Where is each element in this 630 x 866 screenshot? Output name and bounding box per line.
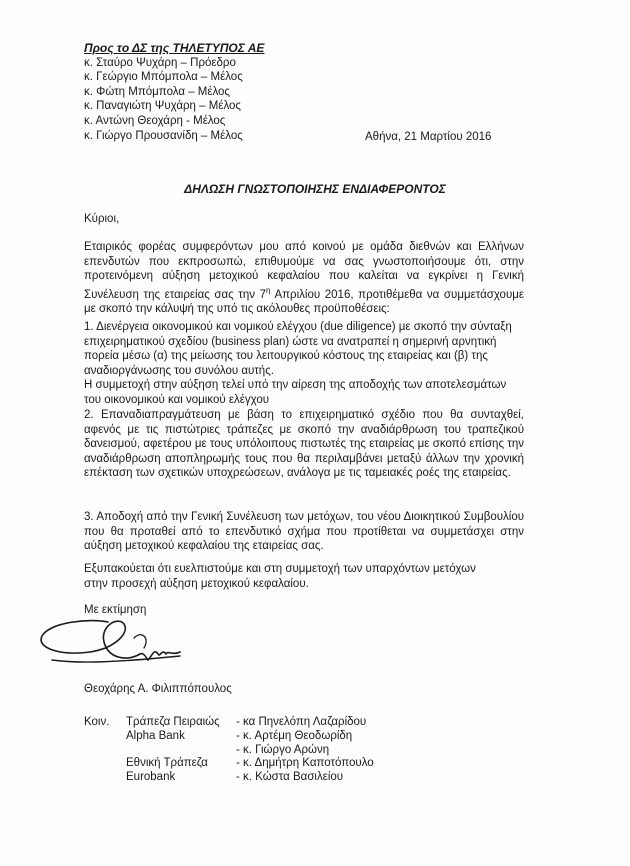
addressee-block bbox=[84, 41, 264, 143]
cc-bank: Alpha Bank bbox=[126, 729, 185, 742]
handwritten-signature bbox=[30, 608, 200, 678]
cc-person: - κ. Δημήτρη Καποτόπουλο bbox=[236, 757, 374, 770]
cc-bank bbox=[126, 744, 236, 758]
cc-person: - κ. Κώστα Βασιλείου bbox=[236, 771, 344, 784]
intro-text-part2: Απριλίου 2016, προτιθέμεθα να συμμετάσχουμε με σκοπό την κάλυψή της υπό τις ακόλουθες προϋποθέσεις: bbox=[84, 288, 524, 316]
regards: Με εκτίμηση bbox=[84, 604, 147, 616]
cc-person: - κ. Γιώργο Αρώνη bbox=[236, 743, 330, 756]
cc-block bbox=[84, 716, 374, 785]
cc-row bbox=[84, 771, 374, 785]
salutation: Κύριοι, bbox=[84, 213, 120, 225]
cc-row bbox=[84, 716, 374, 730]
addressee-member: κ. Φώτη Μπόμπολα – Μέλος bbox=[84, 85, 230, 98]
cc-label: Κοιν. bbox=[84, 716, 110, 728]
addressee-member: κ. Σταύρο Ψυχάρη – Πρόεδρο bbox=[84, 56, 236, 69]
cc-row bbox=[84, 730, 374, 744]
intro-paragraph bbox=[84, 240, 524, 317]
condition-2: 2. Επαναδιαπραγμάτευση με βάση το επιχειρηματικό σχέδιο που θα συνταχθεί, αφενός με τις πιστώτριες τράπεζες με σκοπό την αναδιάρθρωση του τραπεζικού δανεισμού, αφετέρου με τους υπόλοιπους πιστωτές της εταιρείας με σκοπό επίσης την αναδιάρθρωση αποπληρωμής τους που θα περιλαμβάνει μεταξύ άλλων την χρονική επέκταση των σχετικών υποχρεώσεων, ανάλογα με τις ταμειακές ροές της εταιρείας. bbox=[84, 409, 524, 480]
condition-3: 3. Αποδοχή από την Γενική Συνέλευση των μετόχων, του νέου Διοικητικού Συμβουλίου που θα προταθεί από το επενδυτικό σχήμα που προτίθεται να συμμετάσχει στην αύξηση μετοχικού κεφαλαίου της εταιρείας σας. bbox=[84, 511, 524, 553]
addressee-member: κ. Γιώργο Προυσανίδη – Μέλος bbox=[84, 129, 243, 142]
letter-subject: ΔΗΛΩΣΗ ΓΝΩΣΤΟΠΟΙΗΣΗΣ ΕΝΔΙΑΦΕΡΟΝΤΟΣ bbox=[184, 182, 446, 196]
condition-1-text: 1. Διενέργεια οικονομικού και νομικού ελέγχου (due diligence) με σκοπό την σύνταξη επιχειρηματικού σχεδίου (business plan) ώστε να ανατραπεί η σημερινή αρνητική πορεία μέσω (α) της μείωσης του λειτουργικού κόστους της εταιρείας και (β) της αναδιοργάνωσης του συνόλου αυτής. bbox=[84, 321, 512, 377]
cc-person: - κα Πηνελόπη Λαζαρίδου bbox=[236, 716, 367, 728]
cc-bank: Τράπεζα Πειραιώς bbox=[126, 716, 220, 728]
cc-person: - κ. Αρτέμη Θεοδωρίδη bbox=[236, 729, 353, 742]
addressee-title: Προς το ΔΣ της ΤΗΛΕΤΥΠΟΣ ΑΕ bbox=[84, 41, 265, 55]
cc-bank: Eurobank bbox=[126, 771, 176, 784]
cc-row bbox=[84, 757, 374, 771]
condition-1 bbox=[84, 320, 524, 408]
intro-sup: η bbox=[266, 285, 271, 295]
addressee-member: κ. Γεώργιο Μπόμπολα – Μέλος bbox=[84, 71, 243, 84]
closing-paragraph: Εξυπακούεται ότι ευελπιστούμε και στη συμμετοχή των υπαρχόντων μετόχων στην προσεχή αύξηση μετοχικού κεφαλαίου. bbox=[84, 563, 476, 590]
intro-text-part1: Εταιρικός φορέας συμφερόντων μου από κοινού με ομάδα διεθνών και Ελλήνων επενδυτών που εκπροσωπώ, επιθυμούμε να σας γνωστοποιήσουμε ότι, στην προτεινόμενη αύξηση μετοχικού κεφαλαίου που καλείται να εγκρίνει η Γενική Συνέλευση της εταιρείας σας την 7 bbox=[84, 241, 524, 301]
signatory-name: Θεοχάρης Α. Φιλιππόπουλος bbox=[84, 683, 232, 695]
date-line: Αθήνα, 21 Μαρτίου 2016 bbox=[365, 131, 492, 143]
addressee-member: κ. Παναγιώτη Ψυχάρη – Μέλος bbox=[84, 100, 241, 113]
condition-1-note: Η συμμετοχή στην αύξηση τελεί υπό την αίρεση της αποδοχής των αποτελεσμάτων του οικονομικού και νομικού ελέγχου bbox=[84, 379, 507, 406]
addressee-member: κ. Αντώνη Θεοχάρη - Μέλος bbox=[84, 114, 226, 127]
cc-row bbox=[84, 744, 374, 758]
cc-bank: Εθνική Τράπεζα bbox=[126, 757, 208, 770]
